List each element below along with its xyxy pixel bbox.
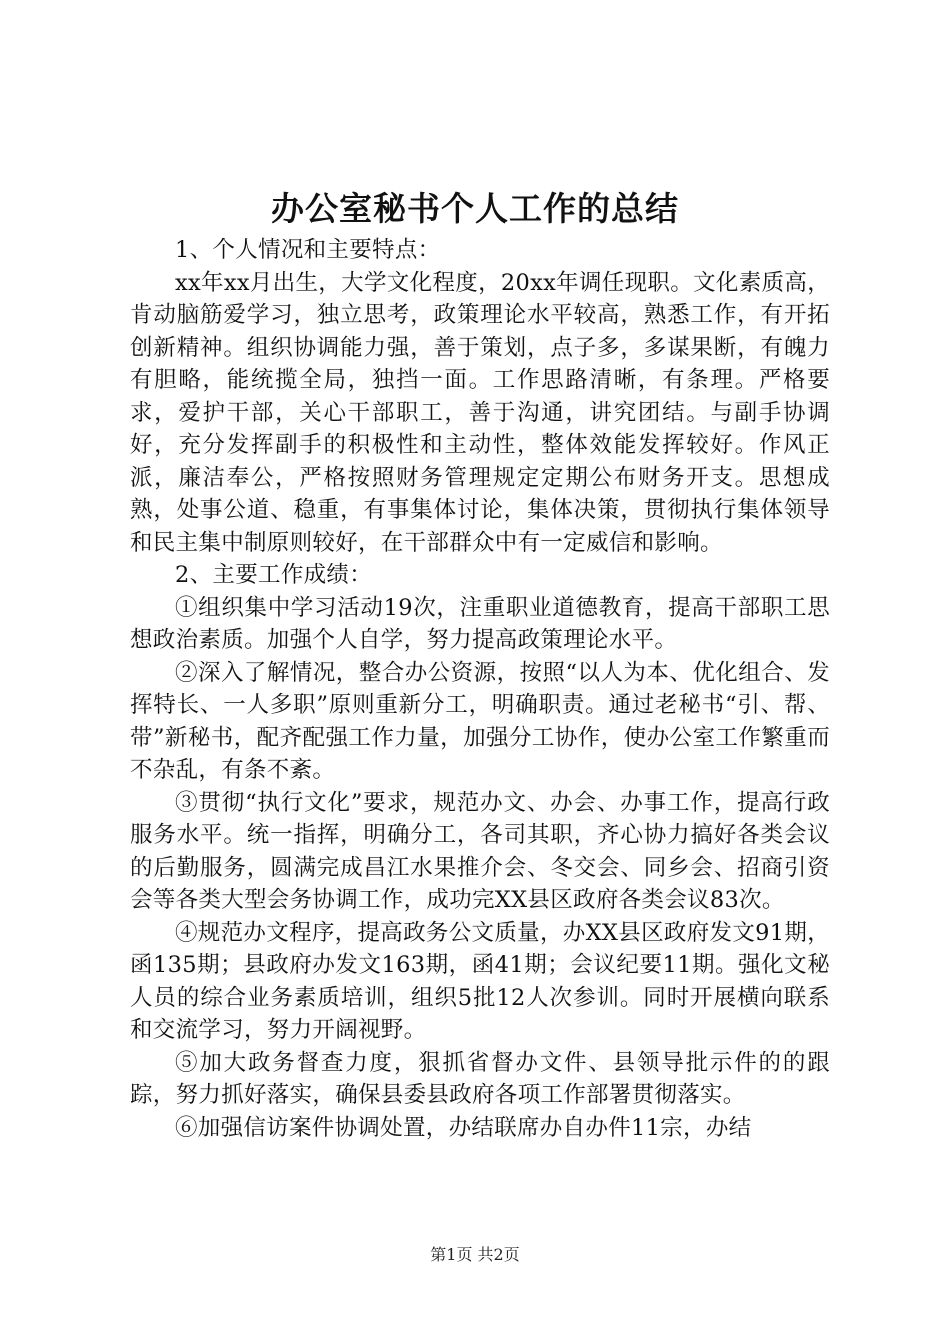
list-item-5: ⑤加大政务督查力度，狠抓省督办文件、县领导批示件的的跟踪，努力抓好落实，确保县委县政府各项工作部署贯彻落实。 [130, 1049, 830, 1108]
document-title: 办公室秘书个人工作的总结 [271, 189, 679, 228]
list-item-6: ⑥加强信访案件协调处置，办结联席办自办件11宗，办结 [175, 1114, 752, 1141]
page-footer: 第1页 共2页 [430, 1245, 520, 1264]
list-item-1: ①组织集中学习活动19次，注重职业道德教育，提高干部职工思想政治素质。加强个人自学，努力提高政策理论水平。 [130, 594, 830, 653]
list-item-2: ②深入了解情况，整合办公资源，按照“以人为本、优化组合、发挥特长、一人多职”原则重新分工，明确职责。通过老秘书“引、帮、带”新秘书，配齐配强工作力量，加强分工协作，使办公室工作繁重而不杂乱，有条不紊。 [130, 659, 830, 783]
section-heading-2: 2、主要工作成绩： [175, 562, 373, 588]
document-body [130, 234, 830, 1144]
section-heading-1: 1、个人情况和主要特点： [175, 237, 441, 263]
list-item-4: ④规范办文程序，提高政务公文质量，办XX县区政府发文91期，函135期；县政府办发文163期，函41期；会议纪要11期。强化文秘人员的综合业务素质培训，组织5批12人次参训。同时开展横向联系和交流学习，努力开阔视野。 [130, 919, 830, 1043]
paragraph-personal-info: xx年xx月出生，大学文化程度，20xx年调任现职。文化素质高，肯动脑筋爱学习，独立思考，政策理论水平较高，熟悉工作，有开拓创新精神。组织协调能力强，善于策划，点子多，多谋果断，有魄力有胆略，能统揽全局，独挡一面。工作思路清晰，有条理。严格要求，爱护干部，关心干部职工，善于沟通，讲究团结。与副手协调好，充分发挥副手的积极性和主动性，整体效能发挥较好。作风正派，廉洁奉公，严格按照财务管理规定定期公布财务开支。思想成熟，处事公道、稳重，有事集体讨论，集体决策，贯彻执行集体领导和民主集中制原则较好，在干部群众中有一定威信和影响。 [130, 269, 830, 556]
list-item-3: ③贯彻“执行文化”要求，规范办文、办会、办事工作，提高行政服务水平。统一指挥，明确分工，各司其职，齐心协力搞好各类会议的后勤服务，圆满完成昌江水果推介会、冬交会、同乡会、招商引资会等各类大型会务协调工作，成功完XX县区政府各类会议83次。 [130, 789, 830, 913]
